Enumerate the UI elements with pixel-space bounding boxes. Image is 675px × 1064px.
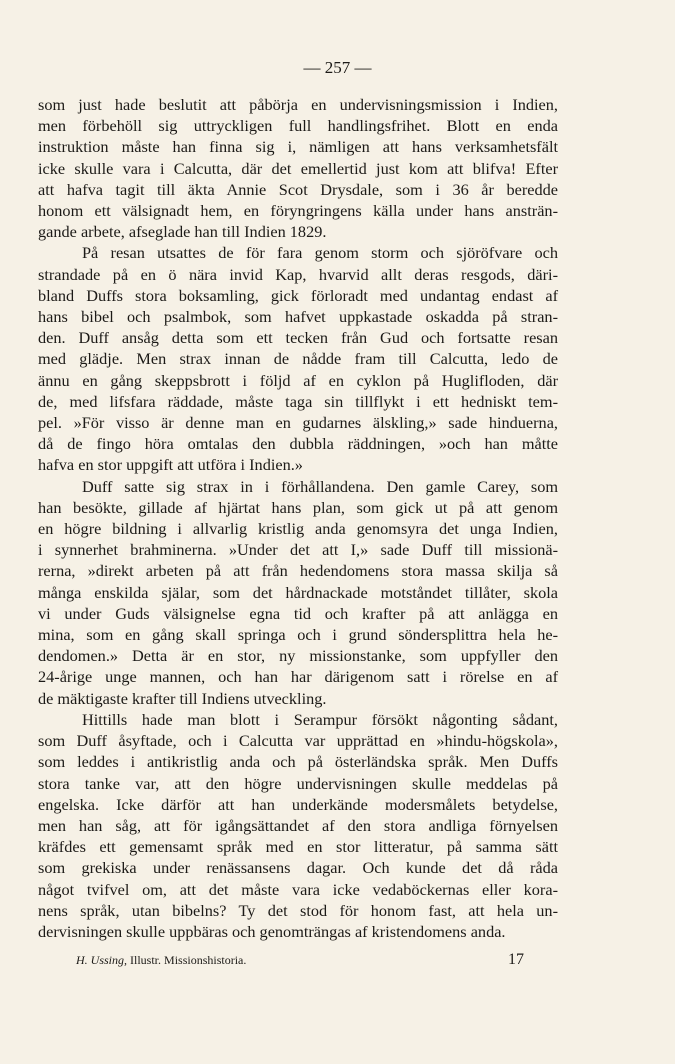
text-line: nens språk, utan bibelns? Ty det stod för honom fast, att hela un- (38, 900, 558, 920)
text-line: i synnerhet brahminerna. »Under det att I,» sade Duff till missionä- (38, 540, 558, 560)
text-line: dervisningen skulle uppbäras och genomträngas af kristendomens anda. (38, 921, 506, 941)
text-line: något tvifvel om, att det måste vara icke vedaböckernas eller kora- (38, 879, 558, 899)
text-line: ännu en gång skeppsbrott i följd af en cyklon på Huglifloden, där (38, 370, 558, 390)
text-line: som grekiska under renässansens dagar. Och kunde det då råda (38, 858, 558, 878)
text-line: många enskilda själar, som det hårdnackade motståndet tillåter, skola (38, 582, 558, 602)
text-line: pel. »För visso är denne man en gudarnes älskling,» sade hinduerna, (38, 413, 558, 433)
text-line: vi under Guds välsignelse egna tid och krafter på att anlägga en (38, 603, 558, 623)
text-line: en högre bildning i allvarlig kristlig anda genomsyra det unga Indien, (38, 519, 558, 539)
text-line: Duff satte sig strax in i förhållandena. Den gamle Carey, som (82, 476, 558, 496)
body-text (38, 94, 558, 942)
text-line: rerna, »direkt arbeten på att från hedendomens stora massa skilja så (38, 561, 558, 581)
text-line: gande arbete, afseglade han till Indien 1829. (38, 222, 327, 242)
text-line: Hittills hade man blott i Serampur försökt någonting sådant, (82, 709, 558, 729)
text-line: instruktion måste han finna sig i, nämligen att hans verksamhetsfält (38, 137, 558, 157)
page-number: — 257 — (303, 58, 372, 77)
page-footer (76, 951, 524, 969)
signature-mark: 17 (508, 951, 524, 968)
text-line: som just hade beslutit att påbörja en undervisningsmission i Indien, (38, 95, 558, 114)
text-line: med glädje. Men strax innan de nådde fram till Calcutta, ledo de (38, 349, 558, 369)
text-line: den. Duff ansåg detta som ett tecken från Gud och fortsatte resan (38, 328, 558, 348)
text-line: som Duff åsyftade, och i Calcutta var upprättad en »hindu-högskola», (38, 731, 558, 751)
text-line: hafva en stor uppgift att utföra i Indien.» (38, 455, 303, 475)
text-line: han besökte, gillade af hjärtat hans plan, som gick ut på att genom (38, 497, 558, 517)
text-line: då de fingo höra omtalas den dubbla räddningen, »och han måtte (38, 434, 558, 454)
text-line: bland Duffs stora boksamling, gick förloradt med undantag endast af (38, 285, 558, 305)
footer-citation (76, 953, 246, 968)
text-line: dendomen.» Detta är en stor, ny missionstanke, som uppfyller den (38, 646, 558, 666)
text-line: hans bibel och psalmbok, som hafvet uppkastade oskadda på stran- (38, 307, 558, 327)
text-line: som leddes i antikristlig anda och på österländska språk. Men Duffs (38, 752, 558, 772)
text-line: engelska. Icke därför att han underkände modersmålets betydelse, (38, 794, 558, 814)
text-line: stora tanke var, att den högre undervisningen skulle meddelas på (38, 773, 558, 793)
text-line: men han såg, att för igångsättandet af den stora andliga förnyelsen (38, 815, 558, 835)
text-line: men förbehöll sig uttryckligen full handlingsfrihet. Blott en enda (38, 116, 558, 136)
text-line: de, med lifsfara räddade, måste taga sin tillflykt i ett hedniskt tem- (38, 391, 558, 411)
text-line: icke skulle vara i Calcutta, där det emellertid just kom att blifva! Efter (38, 158, 558, 178)
text-line: mina, som en gång skall springa och i grund söndersplittra hela he- (38, 625, 558, 645)
text-line: kräfdes ett gemensamt språk med en stor litteratur, på samma sätt (38, 837, 558, 857)
text-line: honom ett välsignadt hem, en föryngringens källa under hans ansträn- (38, 201, 558, 221)
text-line: att hafva tagit till äkta Annie Scot Drysdale, som i 36 år beredde (38, 179, 558, 199)
footer-author: H. Ussing, (76, 953, 128, 967)
text-line: de mäktigaste krafter till Indiens utveckling. (38, 688, 327, 708)
text-line: 24-årige unge mannen, och han har därigenom satt i rörelse en af (38, 667, 558, 687)
text-line: strandade på en ö nära invid Kap, hvarvid allt deras resgods, däri- (38, 264, 558, 284)
text-line: På resan utsattes de för fara genom storm och sjöröfvare och (82, 243, 558, 263)
footer-title: Illustr. Missionshistoria. (130, 953, 247, 967)
